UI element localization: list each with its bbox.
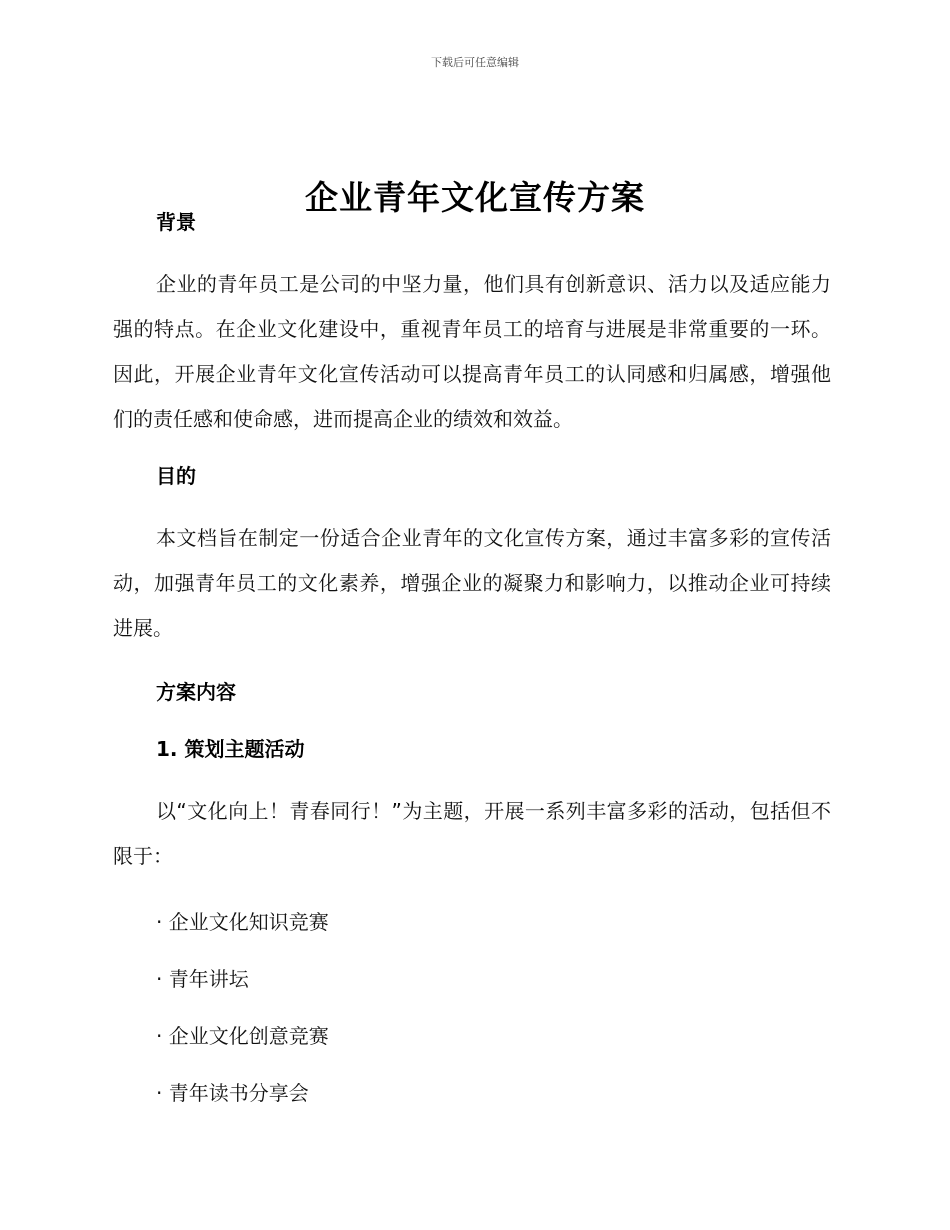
document-body	[113, 206, 831, 1109]
list-item: · 青年读书分享会	[156, 1081, 309, 1105]
list-item: · 企业文化创意竞赛	[156, 1024, 329, 1048]
purpose-paragraph: 本文档旨在制定一份适合企业青年的文化宣传方案，通过丰富多彩的宣传活动，加强青年员工的文化素养，增强企业的凝聚力和影响力，以推动企业可持续进展。	[113, 526, 831, 640]
activity-list	[113, 906, 831, 1109]
list-item: · 青年讲坛	[156, 967, 249, 991]
background-paragraph: 企业的青年员工是公司的中坚力量，他们具有创新意识、活力以及适应能力强的特点。在企业文化建设中，重视青年员工的培育与进展是非常重要的一环。因此，开展企业青年文化宣传活动可以提高青年员工的认同感和归属感，增强他们的责任感和使命感，进而提高企业的绩效和效益。	[113, 272, 831, 431]
section-heading-purpose: 目的	[156, 464, 196, 488]
subsection-heading-activities: 1. 策划主题活动	[156, 737, 305, 761]
document-title: 企业青年文化宣传方案	[305, 178, 645, 218]
header-note: 下载后可任意编辑	[431, 56, 519, 69]
section-heading-background: 背景	[156, 210, 196, 234]
activities-paragraph: 以“文化向上！青春同行！”为主题，开展一系列丰富多彩的活动，包括但不限于：	[113, 799, 831, 868]
list-item: · 企业文化知识竞赛	[156, 910, 329, 934]
section-heading-plan: 方案内容	[156, 680, 236, 704]
